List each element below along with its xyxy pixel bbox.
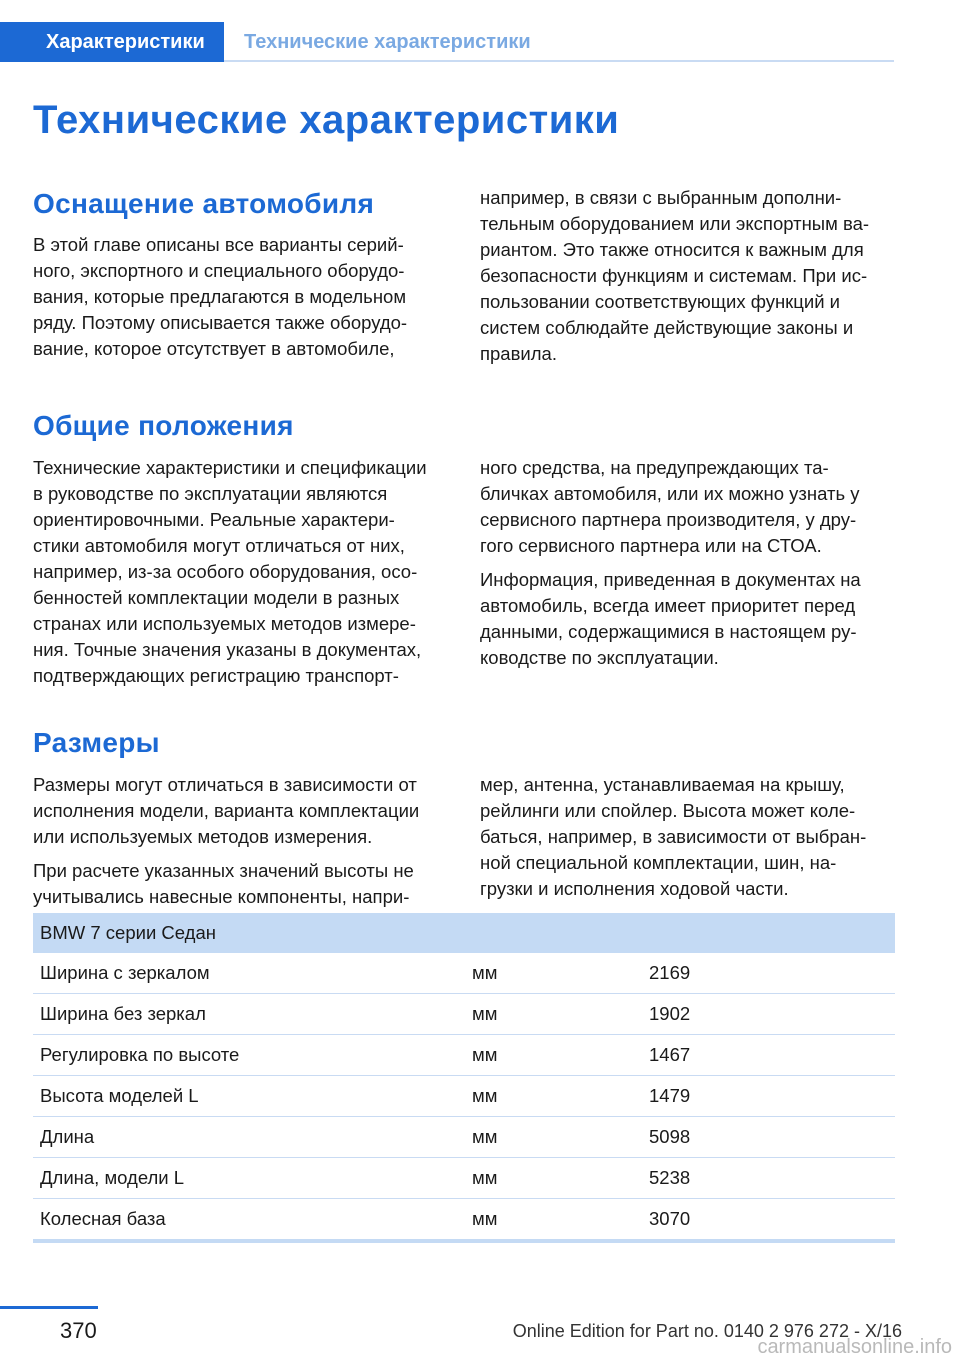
tab-characteristics[interactable]: Характеристики <box>0 22 224 62</box>
text-line: учитывались навесные компоненты, напри- <box>33 886 410 907</box>
paragraph <box>480 185 898 367</box>
cell-value: 5238 <box>642 1158 895 1199</box>
heading-equipment: Оснащение автомобиля <box>33 188 375 219</box>
text-line: гого сервисного партнера или на СТОА. <box>480 535 822 556</box>
table-row <box>33 953 895 994</box>
text-line: Технические характеристики и спецификации <box>33 457 427 478</box>
header-tab-bar <box>0 22 894 62</box>
table-row <box>33 1076 895 1117</box>
text-line: безопасности функциям и системам. При ис- <box>480 265 868 286</box>
cell-value: 2169 <box>642 953 895 994</box>
text-line: ного, экспортного и специального оборудо- <box>33 260 405 281</box>
text-line: ной специальной комплектации, шин, на- <box>480 852 837 873</box>
heading-dimensions: Размеры <box>33 727 160 758</box>
tab-technical-characteristics[interactable]: Технические характеристики <box>244 31 531 53</box>
cell-parameter: Длина, модели L <box>33 1158 465 1199</box>
cell-unit: мм <box>465 953 642 994</box>
text-line: ного средства, на предупреждающих та- <box>480 457 829 478</box>
table-row <box>33 1035 895 1076</box>
cell-value: 1479 <box>642 1076 895 1117</box>
table-row <box>33 994 895 1035</box>
paragraph <box>33 455 451 689</box>
text-line: грузки и исполнения ходовой части. <box>480 878 789 899</box>
table-row <box>33 1158 895 1199</box>
paragraph <box>480 567 898 671</box>
paragraph <box>33 232 451 362</box>
dimensions-text-left <box>33 772 451 918</box>
text-line: В этой главе описаны все варианты серий- <box>33 234 404 255</box>
equipment-text-left <box>33 232 451 370</box>
text-line: ния. Точные значения указаны в документах, <box>33 639 422 660</box>
text-line: автомобиль, всегда имеет приоритет перед <box>480 595 856 616</box>
heading-general: Общие положения <box>33 410 294 441</box>
cell-parameter: Высота моделей L <box>33 1076 465 1117</box>
tab-underline <box>224 60 894 62</box>
paragraph <box>480 455 898 559</box>
cell-parameter: Длина <box>33 1117 465 1158</box>
table-header-cell: BMW 7 серии Седан <box>33 913 895 953</box>
text-line: систем соблюдайте действующие законы и <box>480 317 854 338</box>
text-line: вания, которые предлагаются в модельном <box>33 286 407 307</box>
text-line: баться, например, в зависимости от выбран- <box>480 826 867 847</box>
cell-unit: мм <box>465 1117 642 1158</box>
cell-parameter: Ширина без зеркал <box>33 994 465 1035</box>
table-header-row <box>33 913 895 953</box>
general-text-left <box>33 455 451 697</box>
text-line: бенностей комплектации модели в разных <box>33 587 400 608</box>
text-line: исполнения модели, варианта комплектации <box>33 800 420 821</box>
page-number: 370 <box>60 1318 97 1343</box>
text-line: подтверждающих регистрацию транспорт- <box>33 665 399 686</box>
cell-parameter: Регулировка по высоте <box>33 1035 465 1076</box>
text-line: тельным оборудованием или экспортным ва- <box>480 213 870 234</box>
text-line: сервисного партнера производителя, у дру- <box>480 509 857 530</box>
cell-value: 1902 <box>642 994 895 1035</box>
text-line: риантом. Это также относится к важным для <box>480 239 864 260</box>
page-number-rule <box>0 1306 98 1309</box>
cell-unit: мм <box>465 1158 642 1199</box>
cell-parameter: Ширина с зеркалом <box>33 953 465 994</box>
dimensions-table <box>33 913 895 1243</box>
text-line: ряду. Поэтому описывается также оборудо- <box>33 312 408 333</box>
text-line: например, в связи с выбранным дополни- <box>480 187 842 208</box>
paragraph <box>480 772 898 902</box>
text-line: Информация, приведенная в документах на <box>480 569 861 590</box>
footer-edition: Online Edition for Part no. 0140 2 976 272 - X/16 <box>512 1321 902 1341</box>
text-line: мер, антенна, устанавливаемая на крышу, <box>480 774 845 795</box>
paragraph <box>33 772 451 850</box>
general-text-right <box>480 455 898 679</box>
text-line: бличках автомобиля, или их можно узнать у <box>480 483 860 504</box>
cell-parameter: Колесная база <box>33 1199 465 1242</box>
text-line: в руководстве по эксплуатации являются <box>33 483 388 504</box>
cell-value: 3070 <box>642 1199 895 1242</box>
text-line: пользовании соответствующих функций и <box>480 291 841 312</box>
text-line: ориентировочными. Реальные характери- <box>33 509 395 530</box>
cell-unit: мм <box>465 994 642 1035</box>
text-line: данными, содержащимися в настоящем ру- <box>480 621 857 642</box>
text-line: например, из-за особого оборудования, осо- <box>33 561 418 582</box>
text-line: Размеры могут отличаться в зависимости от <box>33 774 417 795</box>
text-line: или используемых методов измерения. <box>33 826 373 847</box>
table-row <box>33 1117 895 1158</box>
text-line: ководстве по эксплуатации. <box>480 647 719 668</box>
cell-unit: мм <box>465 1076 642 1117</box>
cell-value: 1467 <box>642 1035 895 1076</box>
text-line: стики автомобиля могут отличаться от них, <box>33 535 405 556</box>
table-row <box>33 1199 895 1242</box>
paragraph <box>33 858 451 910</box>
page-title: Технические характеристики <box>33 98 620 142</box>
equipment-text-right <box>480 185 898 375</box>
cell-unit: мм <box>465 1035 642 1076</box>
cell-value: 5098 <box>642 1117 895 1158</box>
text-line: правила. <box>480 343 557 364</box>
watermark: carmanualsonline.info <box>757 1336 952 1358</box>
text-line: странах или используемых методов измере- <box>33 613 416 634</box>
text-line: При расчете указанных значений высоты не <box>33 860 414 881</box>
dimensions-text-right <box>480 772 898 910</box>
cell-unit: мм <box>465 1199 642 1242</box>
text-line: вание, которое отсутствует в автомобиле, <box>33 338 395 359</box>
text-line: рейлинги или спойлер. Высота может коле- <box>480 800 856 821</box>
